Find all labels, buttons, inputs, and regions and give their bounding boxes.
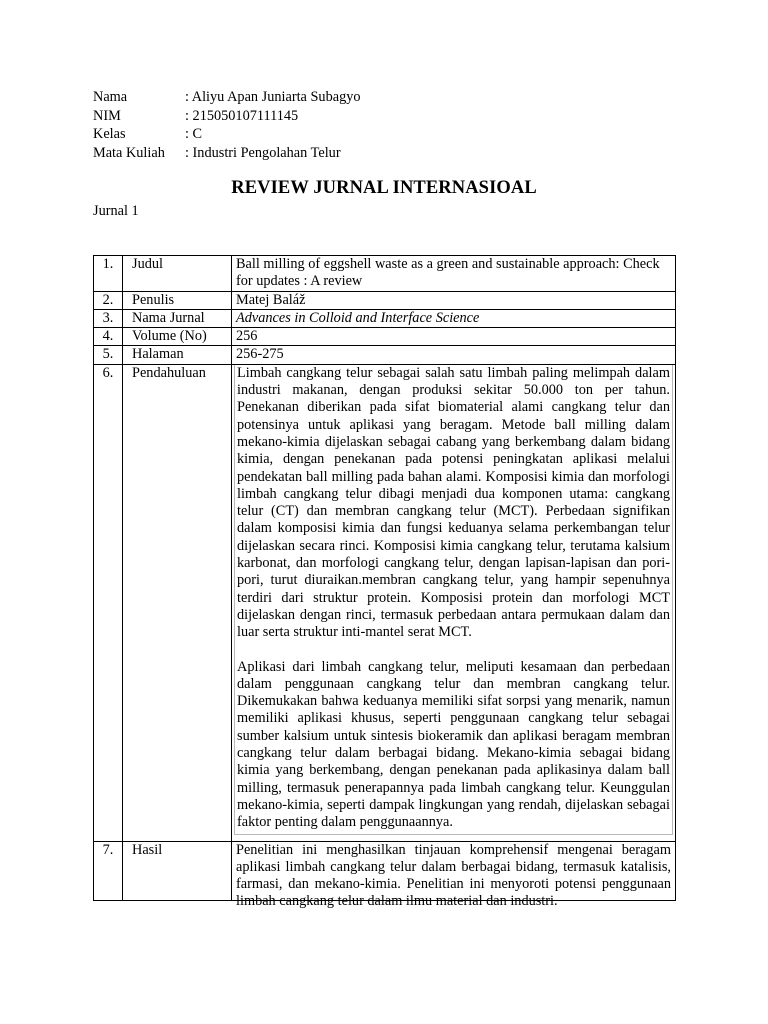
table-row-nama-jurnal [94, 309, 676, 327]
row-number: 4. [94, 328, 123, 346]
info-label: Mata Kuliah [93, 144, 165, 161]
info-row-kelas [93, 125, 361, 144]
row-label: Hasil [123, 841, 232, 900]
row-number: 3. [94, 309, 123, 327]
info-label: Kelas [93, 126, 126, 142]
paragraph: Penelitian ini menghasilkan tinjauan komprehensif mengenai beragam aplikasi limbah cangkang telur dalam berbagai bidang, termasuk katalisis, farmasi, dan mekano-kimia. Penelitian ini menyoroti potensi penggunaan limbah cangkang telur dalam ilmu material dan industri. [236, 841, 671, 910]
row-value: 256-275 [232, 346, 676, 364]
row-value [232, 841, 676, 910]
row-value: Matej Baláž [232, 291, 676, 309]
info-value: : C [185, 126, 203, 142]
row-label: Nama Jurnal [123, 309, 232, 327]
table-row-halaman [94, 346, 676, 364]
row-label: Halaman [123, 346, 232, 364]
row-value: Advances in Colloid and Interface Science [232, 309, 676, 327]
row-value [232, 364, 676, 841]
row-number: 2. [94, 291, 123, 309]
row-label: Judul [123, 256, 232, 292]
info-value: : Industri Pengolahan Telur [185, 144, 341, 161]
table-row-volume [94, 328, 676, 346]
info-label: Nama [93, 89, 128, 105]
row-number: 1. [94, 256, 123, 292]
row-value: Ball milling of eggshell waste as a green and sustainable approach: Check for updates : A review [232, 256, 676, 292]
row-label: Volume (No) [123, 328, 232, 346]
row-number: 7. [94, 841, 123, 900]
journal-number: Jurnal 1 [93, 203, 139, 219]
table-row-judul [94, 256, 676, 292]
table-row-pendahuluan [94, 364, 676, 841]
row-label: Pendahuluan [123, 364, 232, 841]
pendahuluan-text-box [234, 365, 673, 835]
table-row-hasil [94, 841, 676, 900]
paragraph: Aplikasi dari limbah cangkang telur, meliputi kesamaan dan perbedaan dalam penggunaan cangkang telur dan membran cangkang telur. Dikemukakan bahwa keduanya memiliki sifat sorpsi yang menarik, namun memiliki aplikasi khusus, seperti penggunaan cangkang telur sebagai sumber kalsium untuk sintesis biokeramik dan aplikasi beragam membran cangkang telur dalam berbagai bidang. Mekano-kimia sebagai bidang kimia yang berkembang, dengan penekanan pada aplikasinya dalam ball milling, termasuk penerapannya pada limbah cangkang telur. Keunggulan mekano-kimia, seperti dampak lingkungan yang rendah, dijelaskan sebagai faktor penting dalam penggunaannya. [237, 658, 670, 831]
review-table [93, 255, 676, 910]
page-title: REVIEW JURNAL INTERNASIOAL [231, 178, 537, 198]
row-number: 6. [94, 364, 123, 841]
info-label: NIM [93, 107, 121, 124]
student-info [93, 88, 361, 162]
table-row-penulis [94, 291, 676, 309]
row-number: 5. [94, 346, 123, 364]
row-value: 256 [232, 328, 676, 346]
row-label: Penulis [123, 291, 232, 309]
info-value: : Aliyu Apan Juniarta Subagyo [185, 89, 361, 105]
info-value: : 215050107111145 [185, 107, 299, 124]
info-row-nim [93, 107, 361, 126]
info-row-mata-kuliah [93, 144, 361, 163]
paragraph: Limbah cangkang telur sebagai salah satu limbah paling melimpah dalam industri makanan, dengan produksi sekitar 50.000 ton per tahun. Penekanan diberikan pada sifat biomaterial alami cangkang telur dan potensinya untuk aplikasi yang beragam. Metode ball milling dalam mekano-kimia dijelaskan sebagai cabang yang berkembang dalam bidang kimia, dengan penekanan pada potensi peningkatan aplikasi melalui pendekatan ball milling pada bahan alami. Komposisi kimia dan morfologi limbah cangkang telur dibagi menjadi dua komponen utama: cangkang telur (CT) dan membran cangkang telur (MCT). Perbedaan signifikan dalam komposisi kimia dan fungsi keduanya selama perkembangan telur dijelaskan secara rinci. Komposisi kimia cangkang telur, terutama kalsium karbonat, dan morfologi cangkang telur, dengan lapisan-lapisan dan pori-pori, turut diuraikan.membran cangkang telur, yang hampir sepenuhnya terdiri dari struktur protein. Komposisi protein dan morfologi MCT dijelaskan dengan rinci, termasuk perbedaan antara permukaan dalam dan luar serta struktur inti-mantel serat MCT. [237, 364, 670, 641]
info-row-nama [93, 88, 361, 107]
